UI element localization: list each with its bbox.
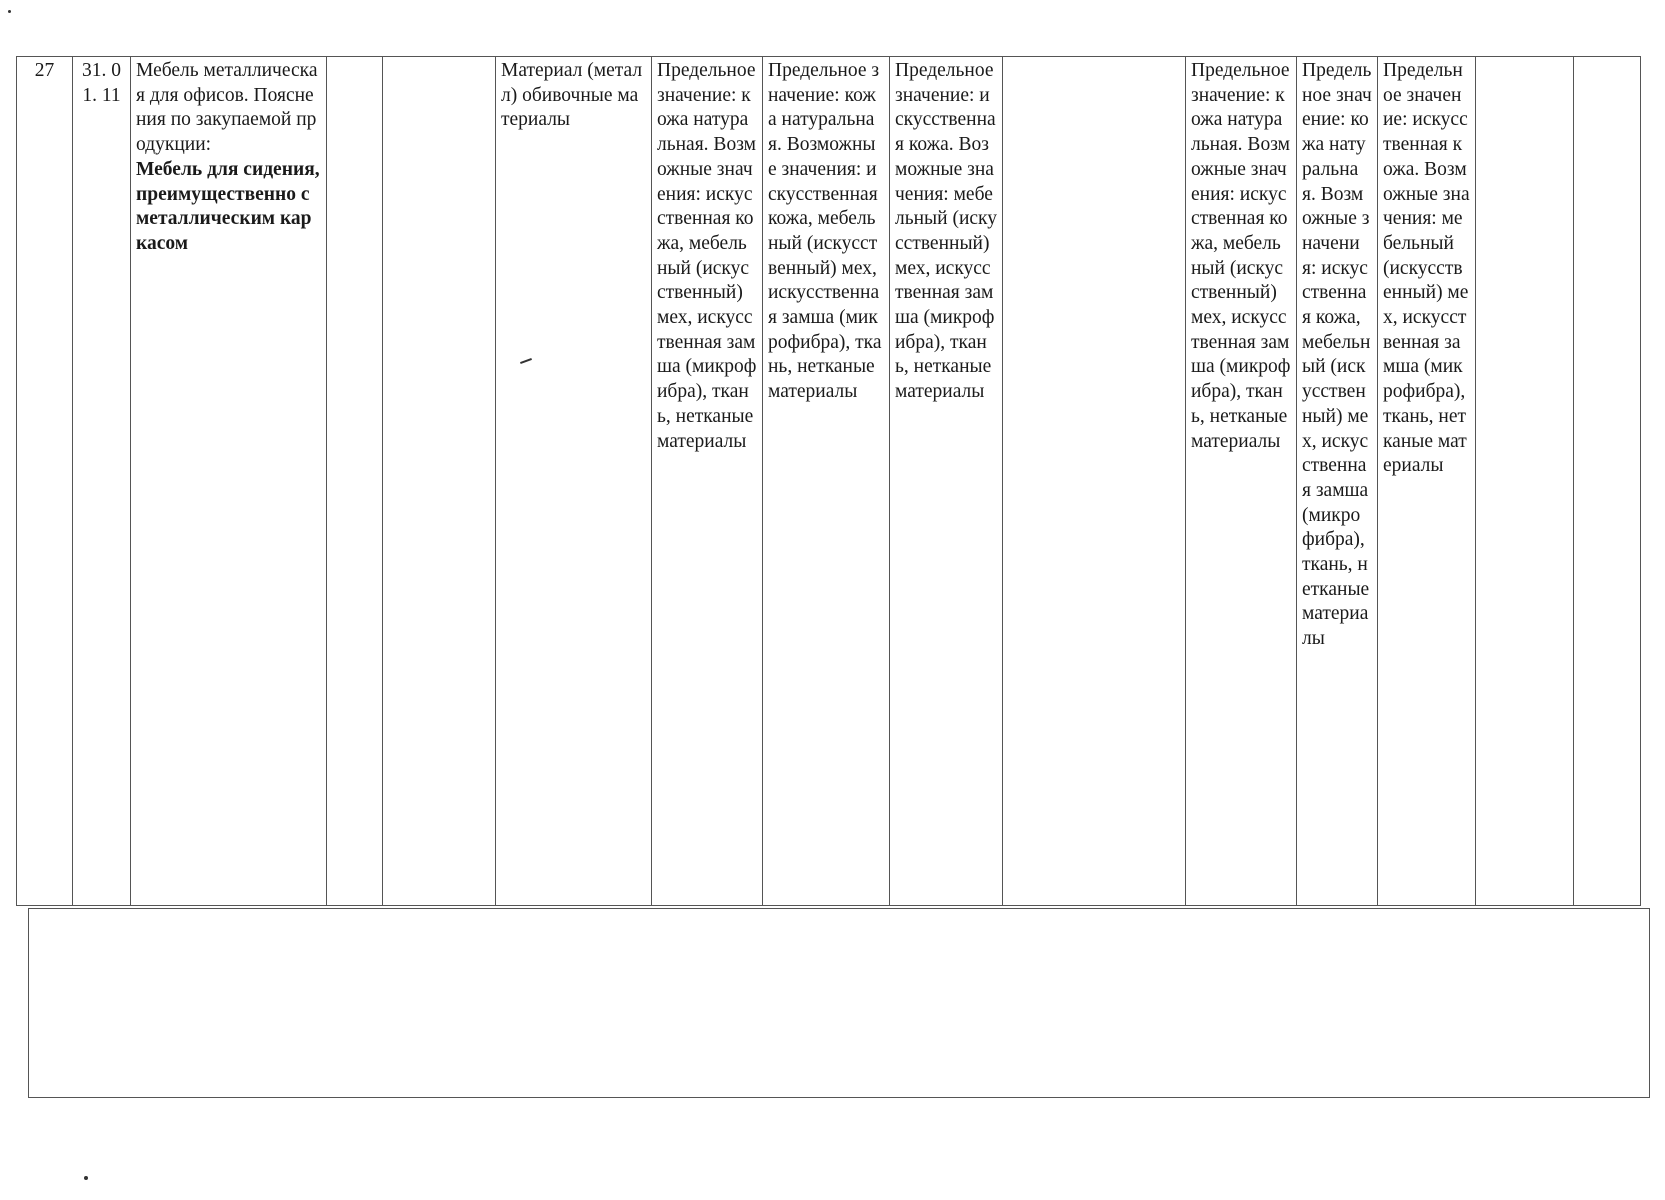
- product-name-cell: [131, 57, 327, 906]
- value-cell-i: [1574, 57, 1641, 906]
- row-number-cell: [17, 57, 73, 906]
- table-row: [17, 57, 1641, 906]
- value-cell-c: [890, 57, 1003, 906]
- characteristic-cell: [496, 57, 652, 906]
- value-a-text: Предельное значение: кожа натуральная. Возможные значения: искусственная кожа, мебельный (искусственный) мех, искусственная замша (микрофибра), ткань, нетканые материалы: [657, 60, 757, 452]
- value-g-text: Предельное значение: искусственная кожа. Возможные значения: мебельный (искусственный) мех, искусственная замша (микрофибра), ткань, нетканые материалы: [1383, 60, 1470, 477]
- requirements-table: [16, 56, 1641, 906]
- product-name-bold: Мебель для сидения, преимущественно с металлическим каркасом: [136, 158, 320, 254]
- value-f-text: Предельное значение: кожа натуральная. Возможные значения: искусственная кожа, мебельный (искусственный) мех, искусственная замша (микрофибра), ткань, нетканые материалы: [1302, 60, 1372, 650]
- characteristic-text: Материал (металл) обивочные материалы: [501, 60, 643, 131]
- value-cell-g: [1378, 57, 1476, 906]
- value-cell-b: [763, 57, 890, 906]
- scan-speck: [8, 10, 11, 13]
- value-e-text: Предельное значение: кожа натуральная. Возможные значения: искусственная кожа, мебельный (искусственный) мех, искусственная замша (микрофибра), ткань, нетканые материалы: [1191, 60, 1291, 452]
- product-name-text: Мебель металлическая для офисов. Пояснения по закупаемой продукции:: [136, 60, 318, 156]
- value-cell-h: [1476, 57, 1574, 906]
- value-cell-a: [652, 57, 763, 906]
- okpd-code: 31. 01. 11: [82, 60, 121, 106]
- value-b-text: Предельное значение: кожа натуральная. Возможные значения: искусственная кожа, мебельный (искусственный) мех, искусственная замша (микрофибра), ткань, нетканые материалы: [768, 60, 882, 403]
- value-cell-e: [1186, 57, 1297, 906]
- value-cell-d: [1003, 57, 1186, 906]
- scan-speck: [84, 1176, 88, 1180]
- okpd-code-cell: [73, 57, 131, 906]
- empty-cell-2: [383, 57, 496, 906]
- value-cell-f: [1297, 57, 1378, 906]
- blank-frame: [28, 908, 1650, 1098]
- row-number: 27: [34, 60, 55, 81]
- value-c-text: Предельное значение: искусственная кожа. Возможные значения: мебельный (искусственный) мех, искусственная замша (микрофибра), ткань, нетканые материалы: [895, 60, 998, 403]
- empty-cell-1: [327, 57, 383, 906]
